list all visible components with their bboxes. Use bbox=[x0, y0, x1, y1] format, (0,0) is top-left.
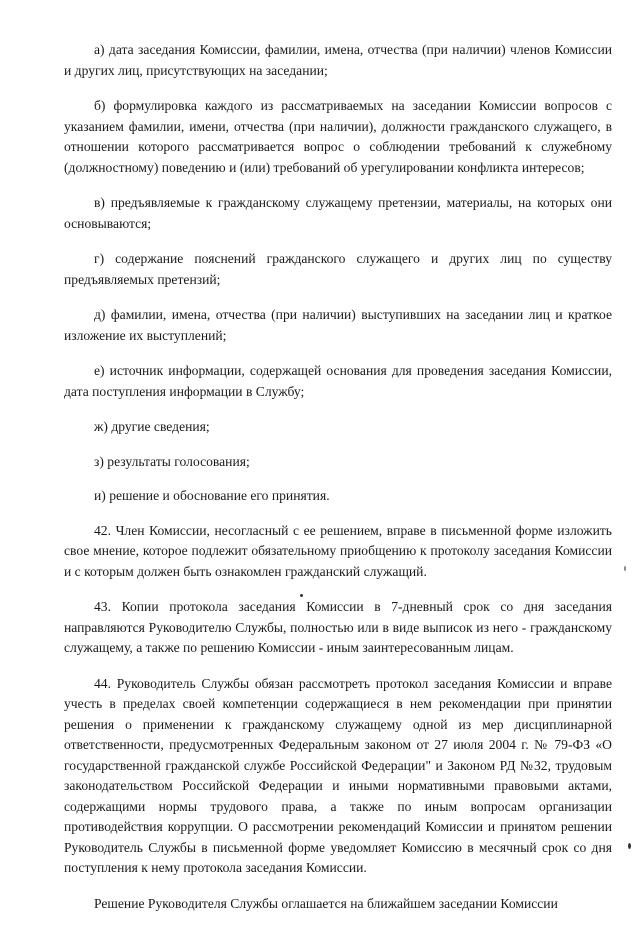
paragraph-43: 43. Копии протокола заседания Комиссии в 7-дневный срок со дня заседания направляются Руководителю Службы, полностью или в виде выписок из него - гражданскому служащему, а также по решению Комиссии - иным заинтересованным лицам. bbox=[64, 599, 612, 655]
scan-speck bbox=[628, 843, 631, 849]
paragraph-decision: Решение Руководителя Службы оглашается на ближайшем заседании Комиссии bbox=[94, 895, 558, 911]
paragraph-a: а) дата заседания Комиссии, фамилии, имена, отчества (при наличии) членов Комиссии и других лиц, присутствующих на заседании; bbox=[64, 42, 612, 78]
document-page bbox=[64, 40, 612, 929]
paragraph-e: е) источник информации, содержащей основания для проведения заседания Комиссии, дата поступления информации в Службу; bbox=[64, 363, 612, 399]
paragraph-zh: ж) другие сведения; bbox=[94, 419, 210, 434]
paragraph-b: б) формулировка каждого из рассматриваемых на заседании Комиссии вопросов с указанием фамилии, имени, отчества (при наличии), должности гражданского служащего, в отношении которого рассматривается вопрос о соблюдении требований к служебному (должностному) поведению и (или) требований об урегулировании конфликта интересов; bbox=[64, 98, 612, 175]
paragraph-v: в) предъявляемые к гражданскому служащему претензии, материалы, на которых они основываются; bbox=[64, 195, 612, 231]
paragraph-d: д) фамилии, имена, отчества (при наличии) выступивших на заседании лиц и краткое изложение их выступлений; bbox=[64, 307, 612, 343]
paragraph-i: и) решение и обоснование его принятия. bbox=[94, 488, 330, 503]
scan-speck bbox=[300, 594, 303, 597]
paragraph-g: г) содержание пояснений гражданского служащего и других лиц по существу предъявляемых претензий; bbox=[64, 251, 612, 287]
paragraph-z: з) результаты голосования; bbox=[94, 453, 250, 469]
paragraph-44: 44. Руководитель Службы обязан рассмотреть протокол заседания Комиссии и вправе учесть в пределах своей компетенции содержащиеся в нем рекомендации при принятии решения о применении к гражданскому служащему одной из мер дисциплинарной ответственности, предусмотренных Федеральным законом от 27 июля 2004 г. № 79-ФЗ «О государственной гражданской службе Российской Федерации" и Законом РД №32, трудовым законодательством Российской Федерации и иными нормативными правовыми актами, содержащими нормы трудового права, а также по иным вопросам организации противодействия коррупции. О рассмотрении рекомендаций Комиссии и принятом решении Руководитель Службы в письменной форме уведомляет Комиссию в месячный срок со дня поступления к нему протокола заседания Комиссии. bbox=[64, 675, 612, 875]
scan-speck bbox=[624, 566, 626, 571]
paragraph-42: 42. Член Комиссии, несогласный с ее решением, вправе в письменной форме изложить свое мнение, которое подлежит обязательному приобщению к протоколу заседания Комиссии и с которым должен быть ознакомлен гражданский служащий. bbox=[64, 522, 612, 579]
